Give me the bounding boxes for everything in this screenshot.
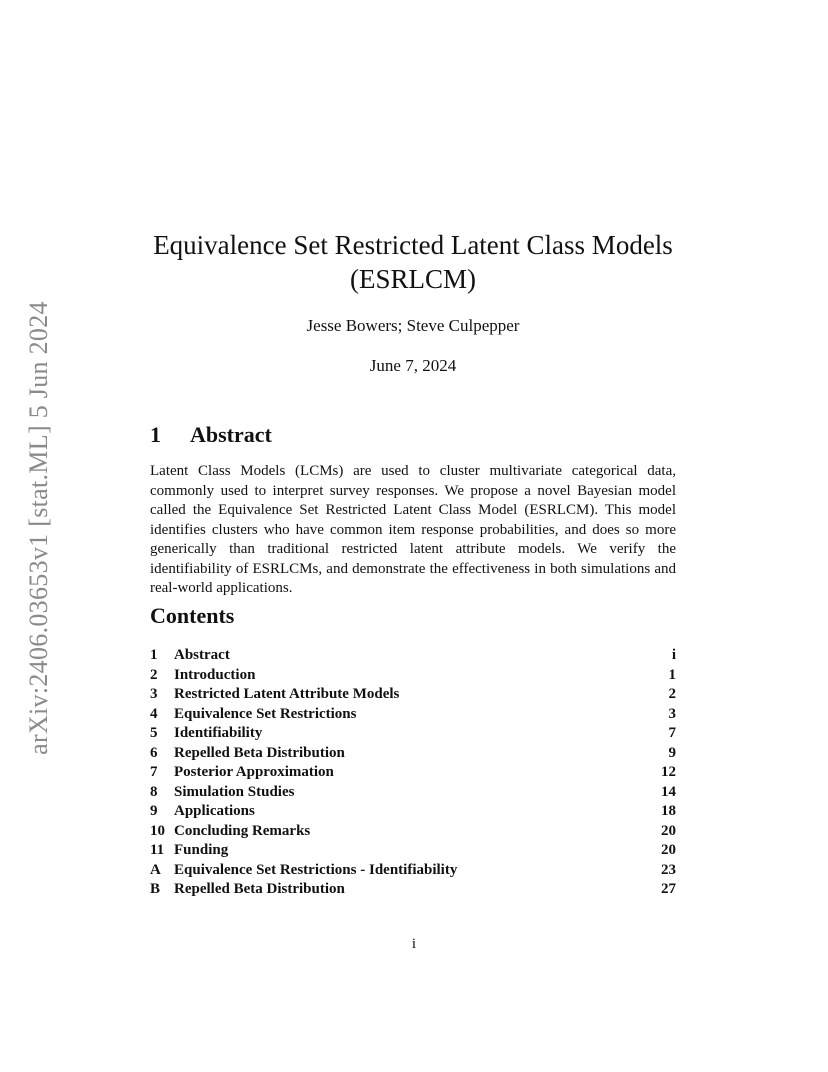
abstract-paragraph: Latent Class Models (LCMs) are used to cluster multivariate categorical data, commonly used to interpret survey responses. We propose a novel Bayesian model called the Equivalence Set Restricted Latent Class Model (ESRLCM). This model identifies clusters who have common item response probabilities, and does so more generically than traditional restricted latent attribute models. We verify the identifiability of ESRLCMs, and demonstrate the effectiveness in both simulations and real-world applications. [150,463,676,596]
toc-entry[interactable] [150,724,676,744]
toc-entry-number: 11 [150,842,165,858]
toc-entry-number: 2 [150,666,158,683]
toc-entry-number: 3 [150,686,158,702]
toc-entry-number: B [150,881,161,897]
toc-entry[interactable] [150,646,676,666]
arxiv-identifier-stamp [18,290,60,765]
toc-entry-page[interactable]: 2 [668,686,676,702]
toc-entry-title[interactable]: Repelled Beta Distribution [174,744,345,761]
toc-entry-title[interactable]: Repelled Beta Distribution [174,881,345,897]
paper-title: Equivalence Set Restricted Latent Class Models (ESRLCM) [153,230,673,294]
toc-entry-number: 7 [150,764,158,780]
toc-entry-number: 5 [150,725,158,741]
toc-entry-number: 8 [150,783,158,800]
toc-entry-page[interactable]: 18 [661,803,676,819]
toc-entry[interactable] [150,841,676,861]
toc-entry-title[interactable]: Funding [174,842,229,858]
toc-entry-title[interactable]: Identifiability [174,725,263,741]
toc-entry[interactable] [150,861,676,881]
section-title: Abstract [190,422,272,447]
toc-entry[interactable] [150,802,676,822]
toc-entry[interactable] [150,666,676,686]
toc-entry-page[interactable]: 9 [668,744,676,761]
toc-entry-page[interactable]: i [671,647,676,663]
toc-entry-title[interactable]: Restricted Latent Attribute Models [174,686,400,702]
toc-entry-page[interactable]: 1 [668,666,676,683]
toc-entry-page[interactable]: 12 [661,764,676,780]
toc-entry[interactable] [150,783,676,803]
toc-entry-title[interactable]: Simulation Studies [174,783,295,800]
toc-entry-page[interactable]: 14 [661,783,676,800]
section-number: 1 [150,422,161,447]
toc-entry-number: 6 [150,744,158,761]
toc-entry[interactable] [150,763,676,783]
toc-entry[interactable] [150,822,676,842]
toc-entry-title[interactable]: Introduction [174,666,256,683]
contents-heading: Contents [150,603,235,628]
arxiv-identifier-text: arXiv:2406.03653v1 [stat.ML] 5 Jun 2024 [24,300,54,755]
toc-entry-number: 10 [150,822,165,839]
toc-entry-title[interactable]: Equivalence Set Restrictions [174,705,357,722]
toc-entry-title[interactable]: Abstract [174,647,230,663]
toc-entry-page[interactable]: 23 [661,861,676,878]
toc-entry-title[interactable]: Posterior Approximation [174,764,334,780]
toc-entry-title[interactable]: Applications [174,803,255,819]
toc-entry[interactable] [150,744,676,764]
toc-entry-number: A [150,861,161,878]
toc-entry-number: 4 [150,705,158,722]
toc-entry[interactable] [150,705,676,725]
section-heading-abstract [150,422,272,448]
toc-entry-page[interactable]: 7 [668,725,676,741]
toc-entry-number: 9 [150,803,158,819]
table-of-contents [150,646,676,900]
toc-entry-page[interactable]: 20 [661,822,676,839]
toc-entry-title[interactable]: Equivalence Set Restrictions - Identifiability [174,861,458,878]
toc-entry-page[interactable]: 3 [668,705,676,722]
toc-entry-page[interactable]: 20 [661,842,676,858]
paper-authors: Jesse Bowers; Steve Culpepper [306,316,520,335]
toc-entry[interactable] [150,685,676,705]
toc-entry-title[interactable]: Concluding Remarks [174,822,311,839]
toc-entry-number: 1 [150,647,158,663]
page-number: i [411,936,417,952]
toc-entry[interactable] [150,880,676,900]
paper-date: June 7, 2024 [369,356,457,375]
toc-entry-page[interactable]: 27 [661,881,676,897]
